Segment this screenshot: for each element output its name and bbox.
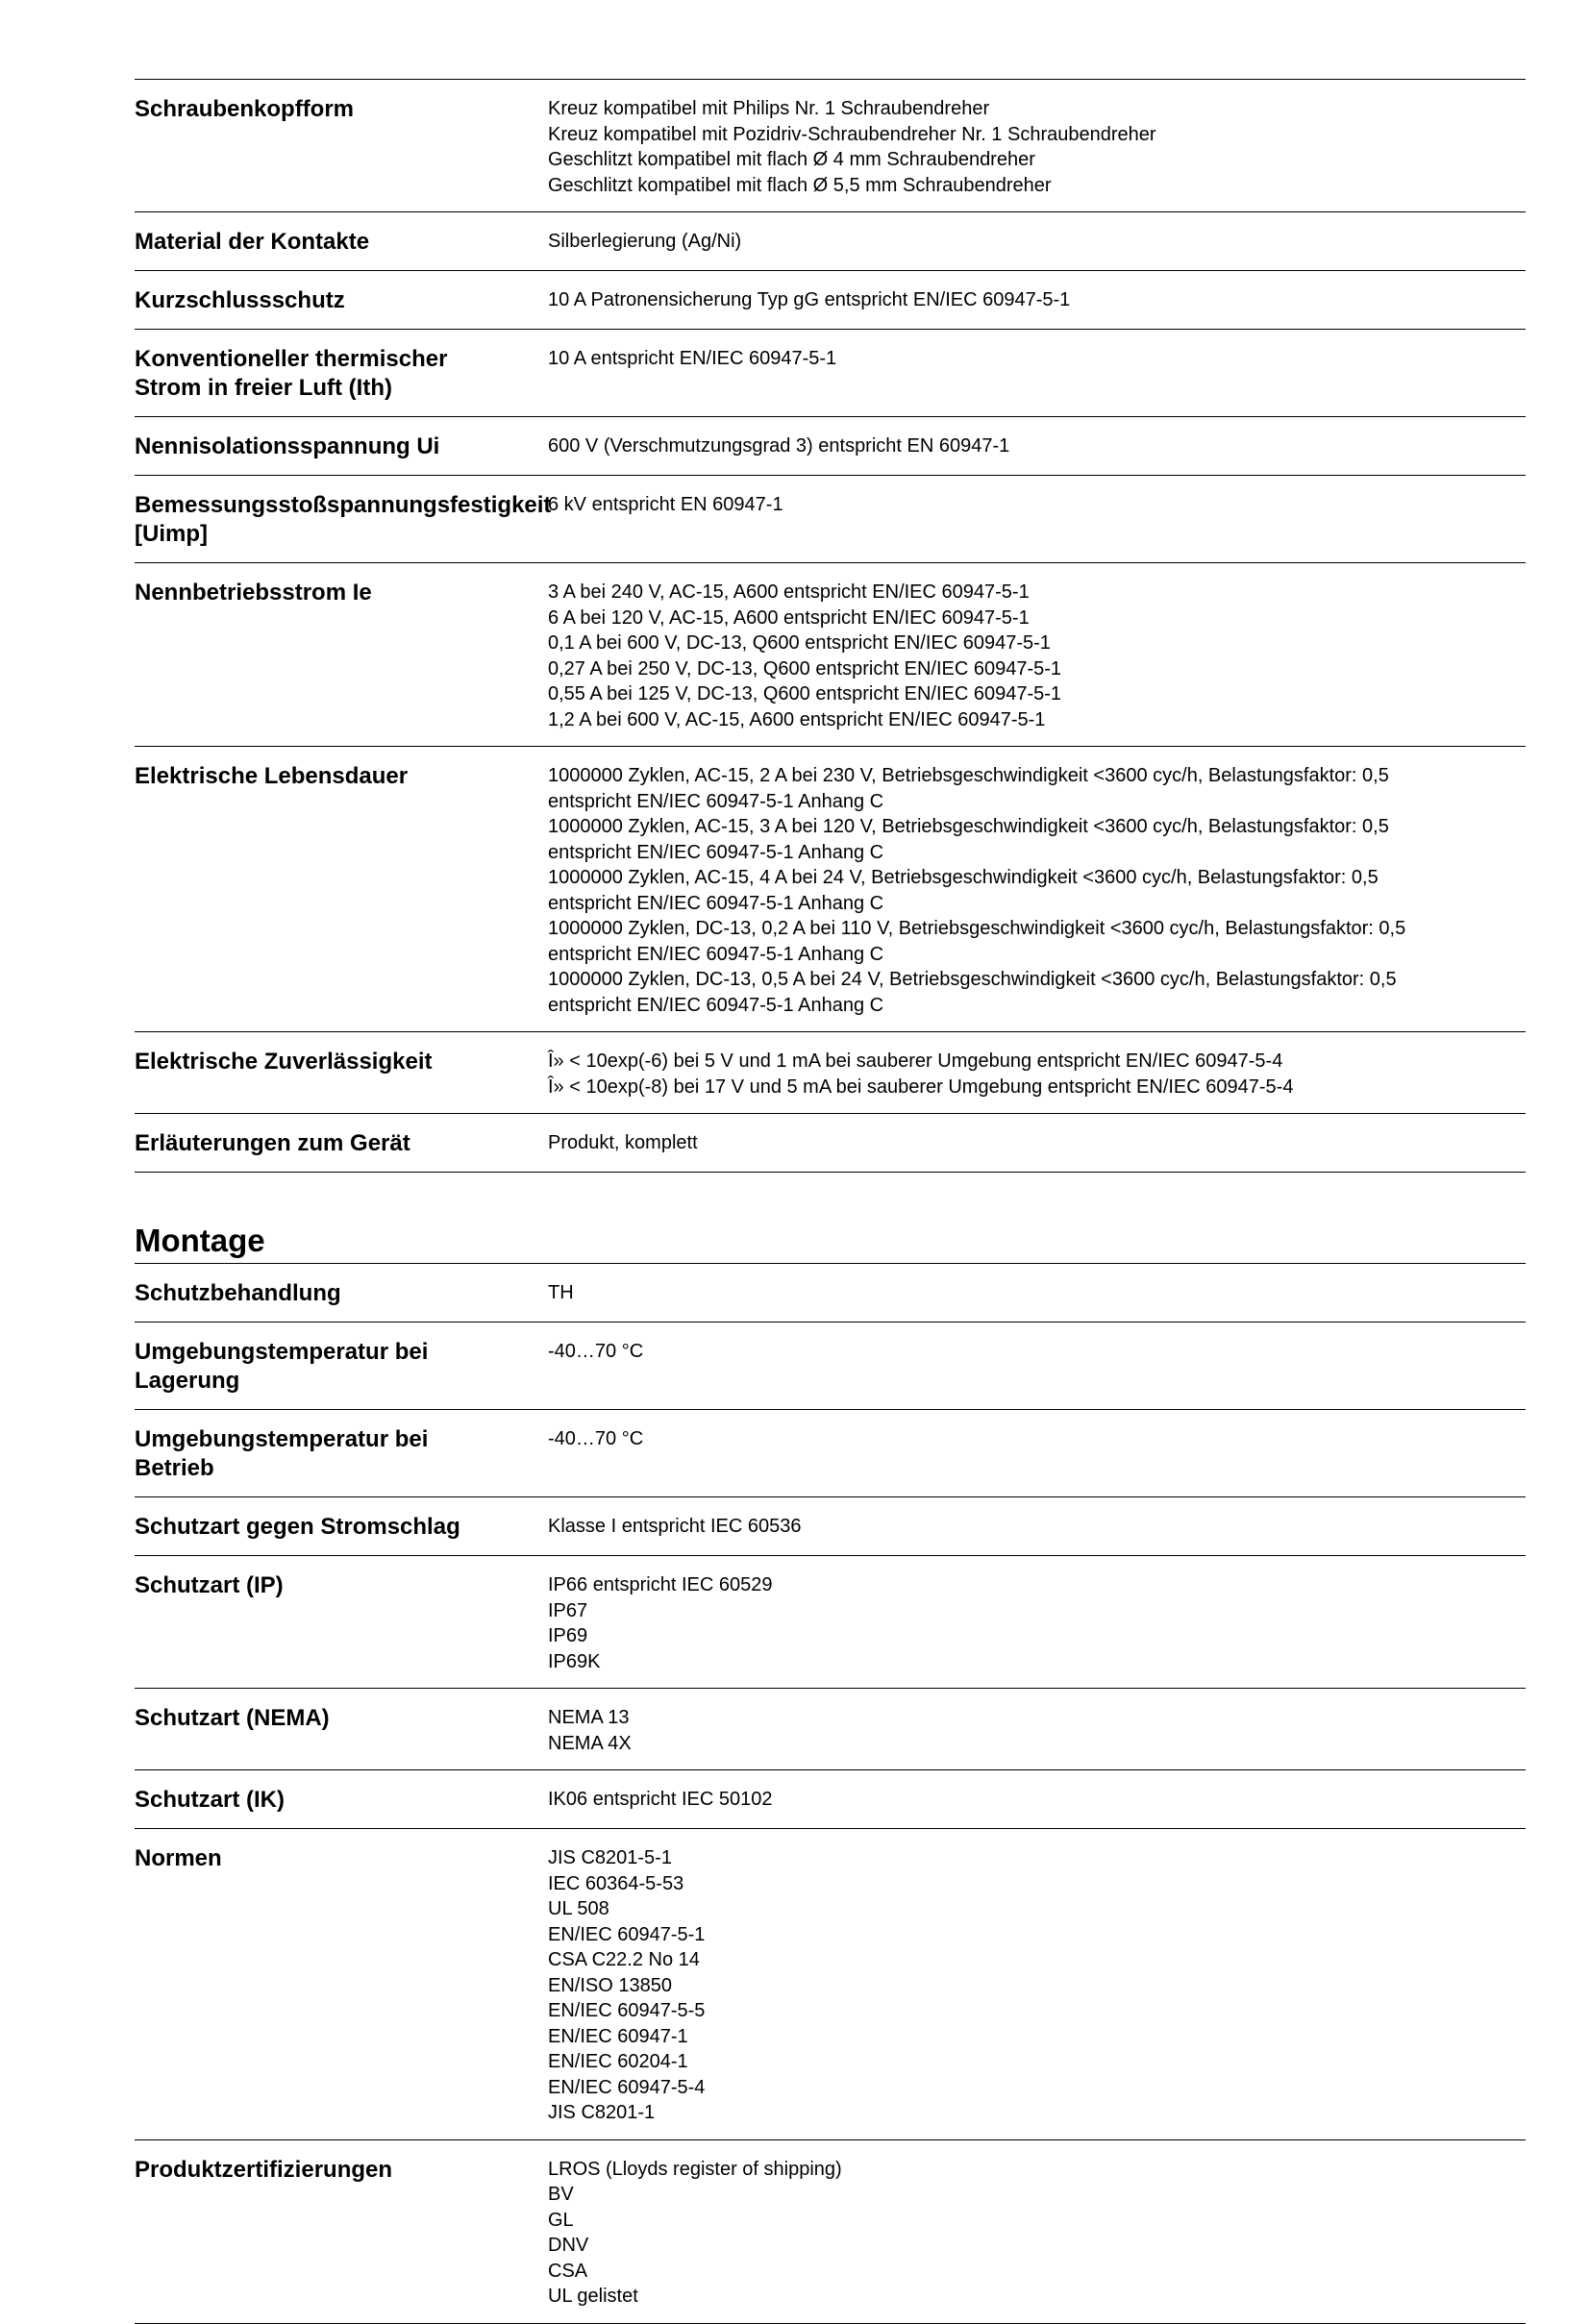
spec-value: NEMA 13 [548,1707,630,1728]
spec-value: CSA [548,2260,588,2282]
spec-value: 10 A entspricht EN/IEC 60947-5-1 [548,348,837,369]
spec-label: Erläuterungen zum Gerät [135,1130,410,1156]
spec-row [135,1410,1526,1497]
spec-value: 0,55 A bei 125 V, DC-13, Q600 entspricht EN/IEC 60947-5-1 [548,683,1062,705]
spec-row [135,1689,1526,1770]
spec-row [135,1497,1526,1556]
spec-values [548,433,1526,461]
spec-row [135,476,1526,563]
spec-values [548,2156,1526,2310]
spec-row [135,1264,1526,1323]
spec-row [135,212,1526,271]
spec-values [548,762,1526,1018]
spec-value: Geschlitzt kompatibel mit flach Ø 5,5 mm Schraubendreher [548,174,1052,196]
spec-value: LROS (Lloyds register of shipping) [548,2158,842,2180]
spec-values [548,1513,1526,1542]
spec-value: UL 508 [548,1898,609,1919]
spec-value: 0,1 A bei 600 V, DC-13, Q600 entspricht EN/IEC 60947-5-1 [548,632,1051,654]
spec-values [548,1844,1526,2126]
spec-label: Nennisolationsspannung Ui [135,433,440,459]
spec-label: Schutzbehandlung [135,1280,341,1306]
spec-value: CSA C22.2 No 14 [548,1949,700,1970]
spec-label: Schutzart (IK) [135,1787,285,1813]
datasheet-page [135,79,1526,2324]
spec-row [135,1114,1526,1173]
spec-value: 3 A bei 240 V, AC-15, A600 entspricht EN/IEC 60947-5-1 [548,581,1030,603]
spec-value: Kreuz kompatibel mit Philips Nr. 1 Schraubendreher [548,98,990,119]
spec-value: Klasse I entspricht IEC 60536 [548,1516,802,1537]
spec-row [135,417,1526,476]
section-title-montage: Montage [135,1221,1526,1264]
spec-label: Bemessungsstoßspannungsfestigkeit [Uimp] [135,492,552,547]
spec-value: 1000000 Zyklen, DC-13, 0,5 A bei 24 V, Betriebsgeschwindigkeit <3600 cyc/h, Belastungsfaktor: 0,5 entspricht EN/IEC 60947-5-1 Anhang C [548,969,1397,1016]
spec-values [548,579,1526,732]
spec-value: NEMA 4X [548,1732,632,1754]
spec-value: 600 V (Verschmutzungsgrad 3) entspricht EN 60947-1 [548,435,1010,457]
spec-value: GL [548,2209,574,2231]
spec-values [548,228,1526,257]
spec-value: IP67 [548,1599,588,1621]
spec-value: TH [548,1282,574,1303]
spec-value: IP69K [548,1650,601,1672]
spec-value: DNV [548,2235,589,2256]
spec-values [548,1786,1526,1815]
spec-row [135,2140,1526,2324]
spec-row [135,1323,1526,1410]
spec-row [135,1032,1526,1114]
spec-row [135,1829,1526,2140]
spec-row [135,1556,1526,1689]
spec-row [135,80,1526,212]
mounting-specs-table [135,1264,1526,2324]
spec-label: Umgebungstemperatur bei Betrieb [135,1426,429,1481]
spec-row [135,563,1526,747]
spec-value: Silberlegierung (Ag/Ni) [548,231,742,252]
spec-value: -40…70 °C [548,1341,644,1362]
spec-value: -40…70 °C [548,1428,644,1449]
spec-label: Umgebungstemperatur bei Lagerung [135,1339,429,1394]
spec-value: EN/IEC 60947-1 [548,2025,688,2047]
spec-values [548,1279,1526,1308]
spec-values [548,1129,1526,1158]
spec-value: IP66 entspricht IEC 60529 [548,1574,773,1595]
spec-label: Material der Kontakte [135,229,370,255]
spec-value: EN/IEC 60947-5-5 [548,2000,706,2021]
spec-value: UL gelistet [548,2286,638,2307]
spec-label: Schutzart (IP) [135,1572,284,1598]
spec-row [135,271,1526,330]
spec-label: Konventioneller thermischer Strom in freier Luft (Ith) [135,346,448,401]
spec-value: 1000000 Zyklen, AC-15, 4 A bei 24 V, Betriebsgeschwindigkeit <3600 cyc/h, Belastungsfaktor: 0,5 entspricht EN/IEC 60947-5-1 Anhang C [548,867,1379,914]
spec-label: Produktzertifizierungen [135,2156,393,2183]
spec-label: Elektrische Zuverlässigkeit [135,1049,433,1075]
spec-label: Normen [135,1845,222,1871]
spec-label: Nennbetriebsstrom Ie [135,580,372,606]
spec-value: EN/IEC 60947-5-1 [548,1923,706,1945]
spec-value: JIS C8201-1 [548,2102,656,2123]
spec-value: 1,2 A bei 600 V, AC-15, A600 entspricht EN/IEC 60947-5-1 [548,708,1046,730]
spec-values [548,1704,1526,1756]
spec-value: BV [548,2184,574,2205]
spec-value: Kreuz kompatibel mit Pozidriv-Schraubendreher Nr. 1 Schraubendreher [548,123,1156,145]
spec-value: JIS C8201-5-1 [548,1847,672,1868]
spec-value: EN/ISO 13850 [548,1974,672,1996]
spec-values [548,1571,1526,1674]
spec-value: Geschlitzt kompatibel mit flach Ø 4 mm Schraubendreher [548,149,1035,170]
spec-value: 1000000 Zyklen, AC-15, 3 A bei 120 V, Betriebsgeschwindigkeit <3600 cyc/h, Belastungsfaktor: 0,5 entspricht EN/IEC 60947-5-1 Anhang C [548,816,1389,863]
spec-label: Elektrische Lebensdauer [135,763,409,789]
spec-value: EN/IEC 60947-5-4 [548,2076,706,2098]
spec-row [135,330,1526,417]
spec-label: Schraubenkopfform [135,96,355,122]
spec-value: EN/IEC 60204-1 [548,2051,688,2072]
spec-value: 1000000 Zyklen, AC-15, 2 A bei 230 V, Betriebsgeschwindigkeit <3600 cyc/h, Belastungsfaktor: 0,5 entspricht EN/IEC 60947-5-1 Anhang C [548,765,1389,812]
spec-value: IP69 [548,1625,588,1646]
spec-values [548,491,1526,549]
spec-values [548,286,1526,315]
spec-value: 1000000 Zyklen, DC-13, 0,2 A bei 110 V, Betriebsgeschwindigkeit <3600 cyc/h, Belastungsfaktor: 0,5 entspricht EN/IEC 60947-5-1 Anhang C [548,918,1406,965]
spec-values [548,1048,1526,1100]
spec-value: 0,27 A bei 250 V, DC-13, Q600 entspricht EN/IEC 60947-5-1 [548,657,1062,680]
spec-row [135,747,1526,1032]
spec-values [548,345,1526,403]
spec-values [548,1338,1526,1396]
spec-label: Schutzart (NEMA) [135,1705,330,1731]
spec-value: Î» < 10exp(-6) bei 5 V und 1 mA bei sauberer Umgebung entspricht EN/IEC 60947-5-4 [548,1051,1283,1072]
spec-values [548,95,1526,198]
spec-label: Schutzart gegen Stromschlag [135,1514,460,1540]
electrical-specs-table [135,79,1526,1173]
spec-label: Kurzschlussschutz [135,287,345,313]
spec-value: IK06 entspricht IEC 50102 [548,1789,773,1810]
spec-value: 6 kV entspricht EN 60947-1 [548,494,783,515]
spec-value: IEC 60364-5-53 [548,1872,684,1894]
spec-values [548,1425,1526,1483]
spec-value: Î» < 10exp(-8) bei 17 V und 5 mA bei sauberer Umgebung entspricht EN/IEC 60947-5-4 [548,1075,1294,1098]
spec-value: 10 A Patronensicherung Typ gG entspricht EN/IEC 60947-5-1 [548,289,1071,310]
spec-value: Produkt, komplett [548,1132,698,1153]
spec-value: 6 A bei 120 V, AC-15, A600 entspricht EN/IEC 60947-5-1 [548,606,1030,629]
spec-row [135,1770,1526,1829]
